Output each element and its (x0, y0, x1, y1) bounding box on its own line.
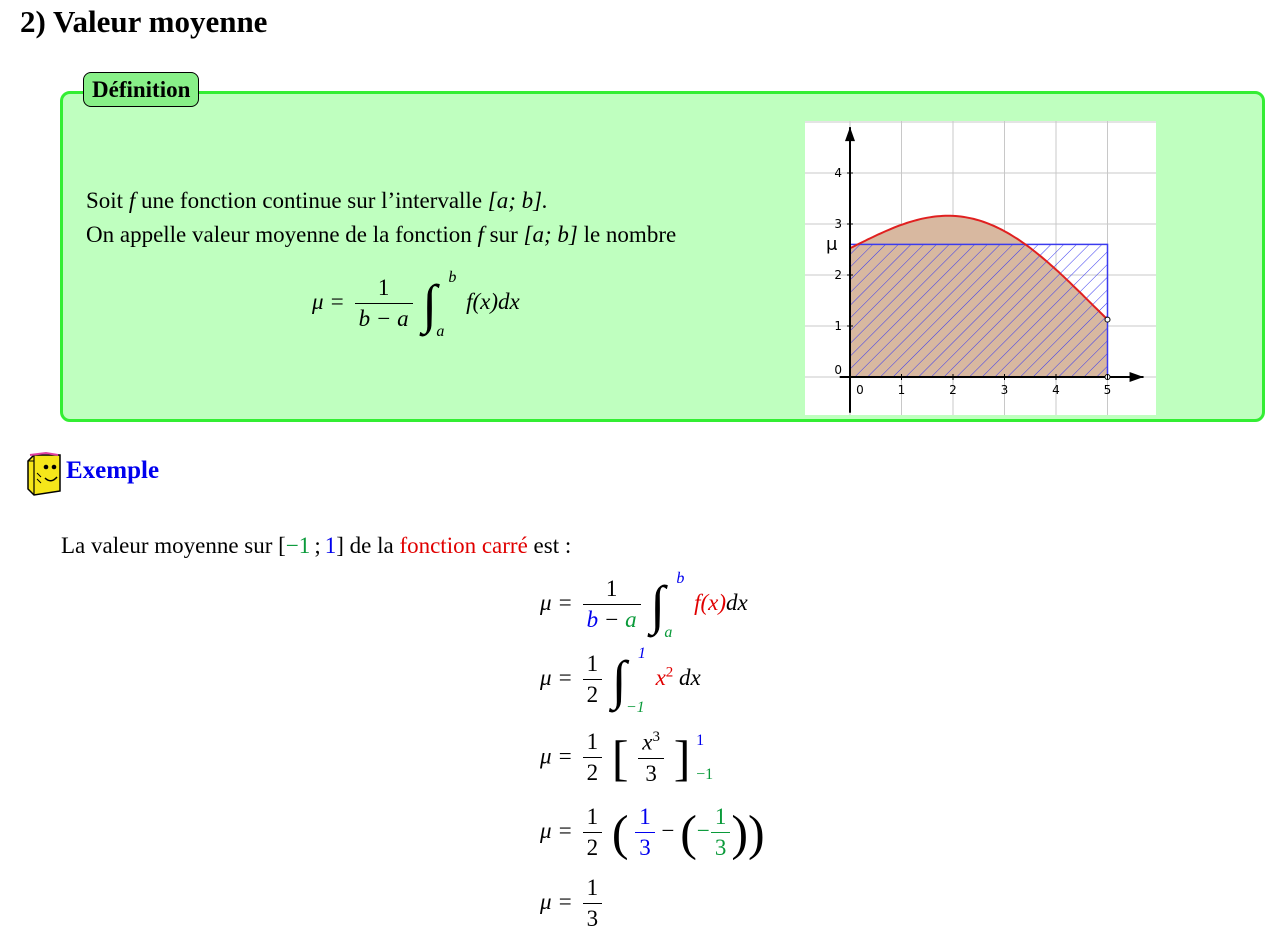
x-axis-arrow (1130, 372, 1144, 382)
graph-svg (805, 121, 1156, 415)
section-title: 2) Valeur moyenne (20, 4, 268, 39)
y-tick-label: 0 (834, 363, 842, 377)
y-axis-label: μ (826, 234, 838, 255)
equation-step-3: μ = $\frac{1}{2}$ [ $\frac{x^3}{3}$ ] 1 −1 (540, 729, 714, 786)
mean-value-formula: μ = $\frac{1}{b - a}$ ∫ b a f(x)dx (312, 268, 520, 340)
fraction: $\frac{x^3}{3}$ (638, 730, 664, 786)
equation-step-1: μ = $\frac{1}{b - a}$ ∫ b a f(x)dx (540, 569, 748, 641)
y-tick-label: 2 (834, 268, 842, 282)
example-title: Exemple (66, 457, 160, 484)
x-tick-label: 0 (856, 383, 864, 397)
formula-fraction: $\frac{1}{b - a}$ (355, 276, 413, 331)
fraction: $\frac{1}{2}$ (583, 805, 603, 860)
equation-step-5: μ = $\frac{1}{3}$ (540, 876, 606, 931)
mean-value-graph (805, 121, 1156, 415)
x-tick-label: 5 (1103, 383, 1112, 397)
integral-sign: ∫ b a (422, 268, 457, 340)
definition-line-1: Soit f une fonction continue sur l’intervalle [a; b]. (86, 188, 548, 213)
y-axis-arrow (845, 127, 855, 141)
definition-tab: Définition (83, 72, 199, 107)
integral-sign: ∫ b a (650, 569, 685, 641)
y-tick-label: 3 (834, 217, 842, 231)
x-tick-label: 1 (897, 383, 906, 397)
equation-step-2: μ = $\frac{1}{2}$ ∫ 1 −1 $x^2$ dx (540, 644, 701, 716)
y-tick-label: 4 (834, 166, 842, 180)
x-tick-label: 4 (1052, 383, 1060, 397)
fraction: $\frac{1}{b - a}$ (583, 577, 641, 632)
mean-rectangle-hatch (850, 244, 1108, 377)
example-intro: La valeur moyenne sur [−1 ; 1] de la fonction carré est : (61, 533, 572, 558)
fraction: $\frac{1}{3}$ (583, 876, 603, 931)
equation-step-4: μ = $\frac{1}{2}$ ( $\frac{1}{3}$ − (− $\frac{1}{3}$ )) (540, 804, 765, 861)
fraction: $\frac{1}{3}$ (635, 805, 655, 860)
integral-sign: ∫ 1 −1 (611, 644, 646, 716)
book-mascot-icon (24, 451, 64, 502)
x-tick-label: 2 (949, 383, 957, 397)
definition-line-2: On appelle valeur moyenne de la fonction f sur [a; b] le nombre (86, 222, 677, 247)
y-tick-label: 1 (834, 319, 842, 333)
fraction: $\frac{1}{2}$ (583, 652, 603, 707)
fraction: $\frac{1}{2}$ (583, 730, 603, 785)
endpoint-marker (1105, 317, 1110, 322)
bracket-bounds: 1 −1 (696, 731, 714, 783)
fraction: $\frac{1}{3}$ (711, 805, 731, 860)
x-tick-label: 3 (1000, 383, 1009, 397)
